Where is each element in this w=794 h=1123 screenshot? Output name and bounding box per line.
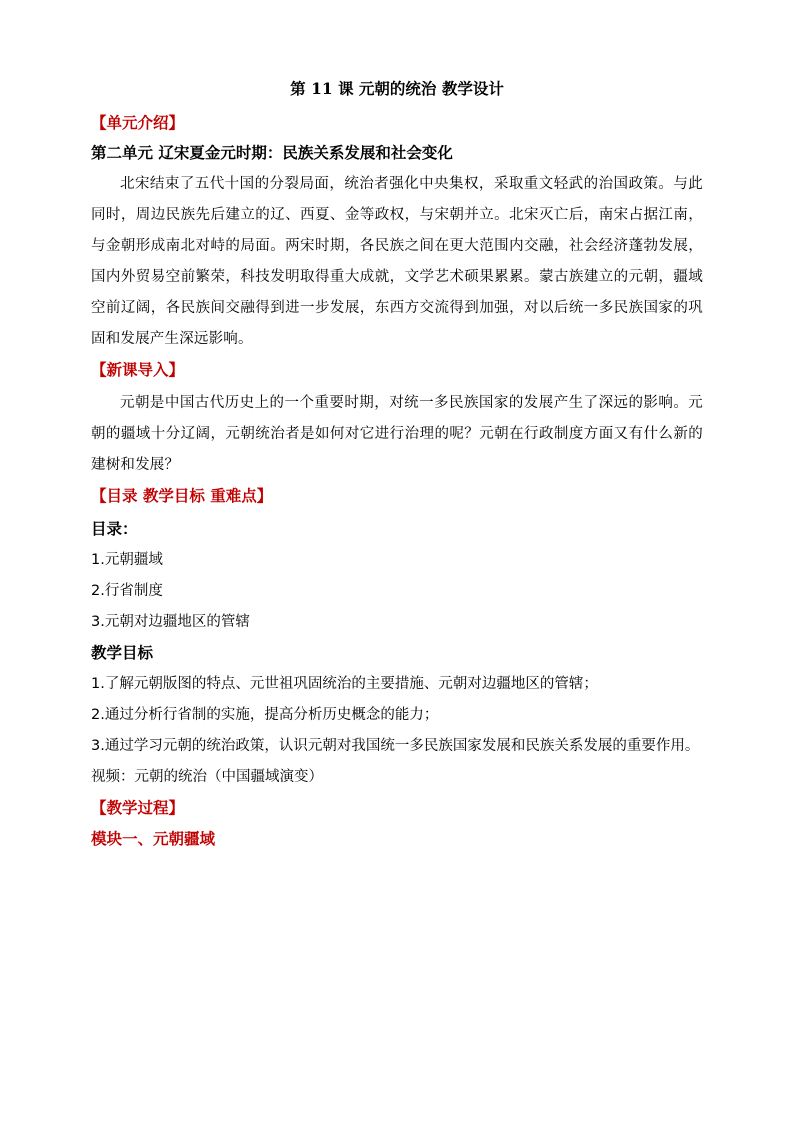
document-title: 第 11 课 元朝的统治 教学设计 — [290, 79, 504, 98]
toc-label: 目录： — [91, 520, 138, 538]
video-line: 视频：元朝的统治（中国疆域演变） — [91, 769, 323, 785]
document-page — [91, 78, 703, 855]
toc-item: 2.行省制度 — [91, 583, 163, 599]
goals-label: 教学目标 — [91, 644, 154, 662]
unit-intro-paragraph: 北宋结束了五代十国的分裂局面，统治者强化中央集权，采取重文轻武的治国政策。与此同时，周边民族先后建立的辽、西夏、金等政权，与宋朝并立。北宋灭亡后，南宋占据江南，与金朝形成南北对峙的局面。两宋时期，各民族之间在更大范围内交融，社会经济蓬勃发展，国内外贸易空前繁荣，科技发明取得重大成就，文学艺术硕果累累。蒙古族建立的元朝，疆域空前辽阔，各民族间交融得到进一步发展，东西方交流得到加强，对以后统一多民族国家的巩固和发展产生深远影响。 — [91, 176, 703, 347]
toc-item: 3.元朝对边疆地区的管辖 — [91, 614, 250, 630]
goal-item: 2.通过分析行省制的实施，提高分析历史概念的能力； — [91, 707, 439, 723]
module-1-heading: 模块一、元朝疆域 — [91, 830, 216, 848]
goal-item: 3.通过学习元朝的统治政策，认识元朝对我国统一多民族国家发展和民族关系发展的重要作用。 — [91, 738, 700, 754]
goal-item: 1.了解元朝版图的特点、元世祖巩固统治的主要措施、元朝对边疆地区的管辖； — [91, 676, 598, 692]
intro-paragraph: 元朝是中国古代历史上的一个重要时期，对统一多民族国家的发展产生了深远的影响。元朝的疆域十分辽阔，元朝统治者是如何对它进行治理的呢？元朝在行政制度方面又有什么新的建树和发展？ — [91, 395, 703, 473]
toc-heading: 【目录 教学目标 重难点】 — [91, 487, 273, 505]
toc-item: 1.元朝疆域 — [91, 552, 163, 568]
intro-heading: 【新课导入】 — [91, 361, 185, 379]
unit-intro-heading: 【单元介绍】 — [91, 114, 185, 132]
unit-subheading: 第二单元 辽宋夏金元时期：民族关系发展和社会变化 — [91, 143, 453, 162]
process-heading: 【教学过程】 — [91, 799, 185, 817]
